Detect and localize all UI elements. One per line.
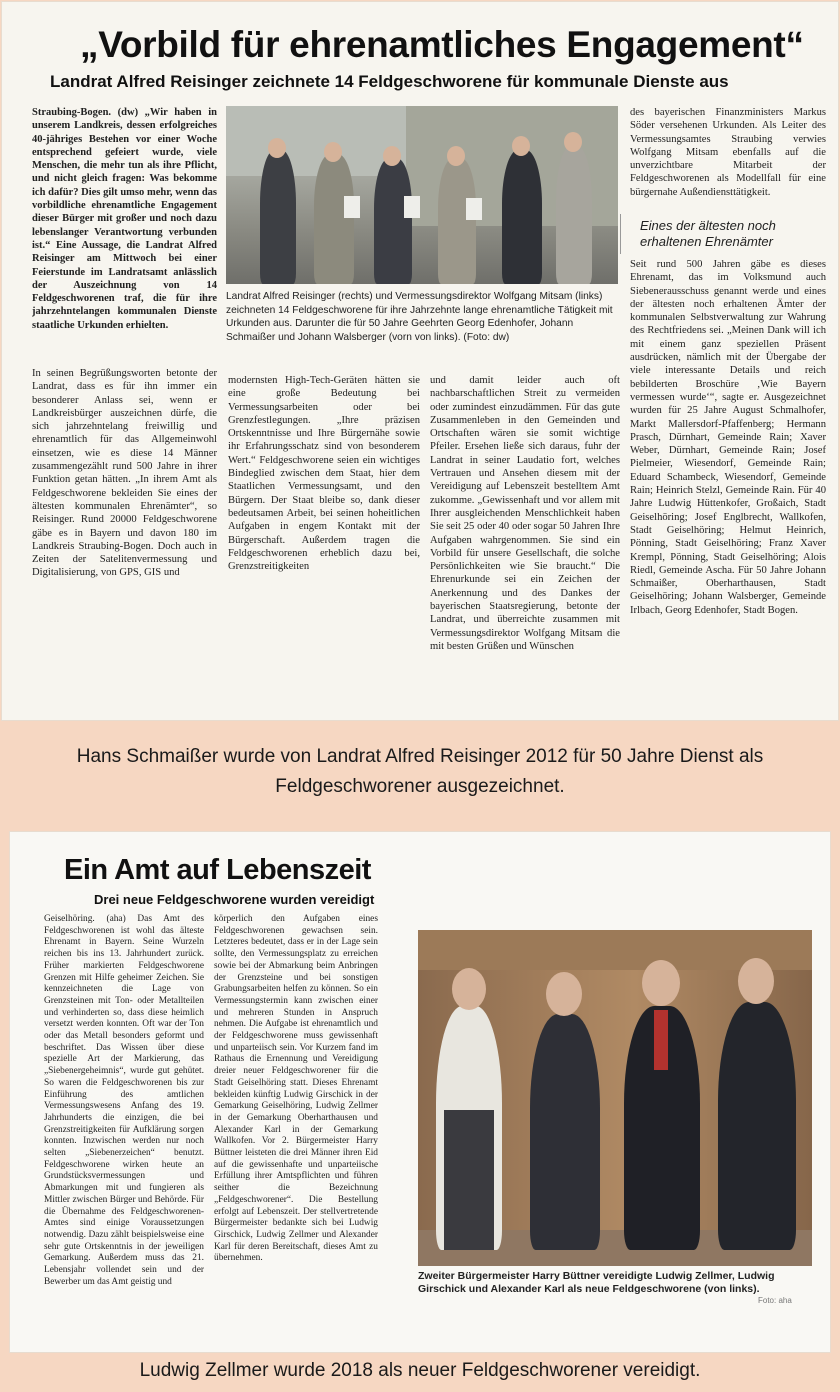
article1-subheadline: Landrat Alfred Reisinger zeichnete 14 Feldgeschworene für kommunale Dienste aus (50, 72, 729, 91)
newspaper-clipping-2012 (2, 2, 838, 720)
article2-subheadline: Drei neue Feldgeschworene wurden vereidigt (94, 892, 375, 907)
article2-photo-caption: Zweiter Bürgermeister Harry Büttner vereidigte Ludwig Zellmer, Ludwig Girschick und Alexander Karl als neue Feldgeschworene (von links). (418, 1270, 775, 1295)
group-photo-feldgeschworene (226, 106, 618, 284)
subhead-rule (620, 214, 621, 254)
vereidigung-photo (418, 930, 812, 1266)
article1-lead: Straubing-Bogen. (dw) „Wir haben in unserem Landkreis, dessen erfolgreiches 40-jähriges Bestehen vor einer Woche entsprechend gefeiert wurde, viele Menschen, die mehr tun als ihre Pflicht, und nicht gleich fragen: Was bekomme ich dafür? Dies gilt umso mehr, wenn das vorbildliche ehrenamtliche Engagement dieser Bürger mit großer und noch dazu lebenslanger Verantwortung verbunden ist.“ Eine Aussage, die Landrat Alfred Reisinger am Mittwoch bei einer Feierstunde im Landratsamt anlässlich der Auszeichnung von 14 Feldgeschworenen traf, die für ihre jahrzehntelangen kommunalen Dienste staatliche Urkunden erhielten. (32, 107, 217, 331)
article2-column-1: Geiselhöring. (aha) Das Amt des Feldgeschworenen ist wohl das älteste Ehrenamt in Bayern. Seine Wurzeln reichen bis ins 13. Jahrhundert zurück. Früher markierten Feldgeschworene Grenzen mit Hilfe geheimer Zeichen. Sie kennzeichneten die Lage von Grenzsteinen mit Ton- oder Metallteilen und verhinderten so, dass diese heimlich versetzt werden konnten. Oft war der Ton oder das Metall besonders geformt und beschriftet. Das Wissen über diese spezielle Art der Markierung, das „Siebenergeheimnis“, wurde gut gehütet. So waren die Feldgeschworenen bis zur Einführung des amtlichen Vermessungswesens Anfang des 19. Jahrhunderts die einzigen, die bei Grenzstreitigkeiten für Aufklärung sorgen konnten. Inzwischen werden nur noch selten „Siebenerzeichen“ benutzt. Feldgeschworene wirken heute an Grundstücksvermessungen und Abmarkungen mit und fungieren als Mittler zwischen Bürger und Behörde. Für die Übernahme des Feldgeschworenen-Amtes sind einige Voraussetzungen notwendig. Dazu zählt beispielsweise eine sehr gute Ortskenntnis in der jeweiligen Gemarkung. Außerdem muss das 21. Lebensjahr vollendet sein und der Bewerber um das Amt geistig und (44, 914, 204, 1287)
article2-column-2: körperlich den Aufgaben eines Feldgeschworenen gewachsen sein. Letzteres bedeutet, dass er in der Lage sein sollte, den Vermessungsplatz zu erreichen sowie bei der Abmarkung beim Anbringen der Grenzsteine und bei sonstigen Grabungsarbeiten helfen zu können. So ein Vermessungstermin kann zwischen einer und mehreren Stunden in Anspruch nehmen. Die Aufgabe ist ehrenamtlich und der Feldgeschworene muss gewissenhaft und unparteiisch sein. Vor Kurzem fand im Rathaus die Ernennung und Vereidigung dreier neuer Feldgeschworener für die Stadt Geiselhöring statt. Dieses Ehrenamt bekleiden künftig Ludwig Girschick in der Gemarkung Geiselhöring, Ludwig Zellmer in der Gemarkung Oberharthausen und Alexander Karl in der Gemarkung Wallkofen. Vor 2. Bürgermeister Harry Büttner leisteten die drei Männer ihren Eid auf die gewissenhafte und unparteiische Erfüllung ihrer Amtspflichten und führen seither die Bezeichnung „Feldgeschworener“. Die Bestellung erfolgt auf Lebenszeit. Der stellvertretende Bürgermeister bedankte sich bei Ludwig Girschick, Ludwig Zellmer und Alexander Karl für deren Bereitschaft, dieses Amt zu übernehmen. (214, 914, 378, 1264)
article1-subhead: Eines der ältesten noch erhaltenen Ehrenämter (640, 218, 776, 249)
article1-column-3: und damit leider auch oft nachbarschaftlichen Streit zu vermeiden oder zumindest einzudämmen. Für das gute Zusammenleben in den Gemeinden und Ortschaften wären sie somit wichtige Pfeiler. Ersehen ließe sich daraus, fuhr der Landrat in seiner Laudatio fort, welches Vertrauen und Ansehen diesem mit der Vereidigung auf Lebenszeit bestelltem Amt zukomme. „Gewissenhaft und vor allem mit Ihrer ausgleichenden Menschlichkeit haben Sie seit 25 oder 40 oder sogar 50 Jahren Ihre Aufgaben wahrgenommen. Sie sind ein Vorbild für unsere Gesellschaft, die solche Persönlichkeiten wie Sie braucht.“ Die Ehrenurkunde sei ein Zeichen der Anerkennung und des Dankes der bayerischen Staatsregierung, betonte der Landrat, und überreichte zusammen mit Vermessungsdirektor Wolfgang Mitsam die mit besten Grüßen und Wünschen (430, 375, 620, 652)
article1-column-4-bottom: Seit rund 500 Jahren gäbe es dieses Ehrenamt, das im Volksmund auch Siebenerausschuss genannt werde und eines der ältesten noch erhaltenen Ämter der kommunalen Selbstverwaltung zur Wahrung des Rechtfriedens sei. „Meinen Dank will ich mit einem ganz speziellen Präsent ausdrücken, nämlich mit der Übergabe der viele interessante Details und reich bebilderten Broschüre ‚Wie Bayern vermessen wurde‘“, sagte er. Ausgezeichnet wurden für 25 Jahre August Schmalhofer, Markt Mallersdorf-Pfaffenberg; Hermann Prasch, Dürnhart, Gemeinde Rain; Xaver Weber, Dürnhart, Gemeinde Rain; Josef Pielmeier, Wiesendorf, Gemeinde Rain; Eduard Schambeck, Wiesendorf, Gemeinde Rain; Heinrich Stelzl, Gemeinde Rain. Für 40 Jahre Ludwig Hüttenkofer, Großaich, Stadt Geiselhöring; Josef Englbrecht, Wallkofen, Stadt Geiselhöring; Helmut Heinrich, Pönning, Stadt Geiselhöring; Franz Xaver Krempl, Pönning, Stadt Geiselhöring; Alois Riedl, Gemeinde Ascha. Für 50 Jahre Johann Schmaißer, Oberharthausen, Stadt Geiselhöring; Johann Walsberger, Gemeinde Irlbach, Georg Edenhofer, Stadt Bogen. (630, 259, 826, 616)
caption-2012: Hans Schmaißer wurde von Landrat Alfred Reisinger 2012 für 50 Jahre Dienst als Feldgeschworener ausgezeichnet. (76, 746, 764, 797)
article1-column-4-top: des bayerischen Finanzministers Markus Söder versehenen Urkunden. Als Leiter des Vermessungsamtes Straubing verwies Wolfgang Mitsam ebenfalls auf die unverzichtbare Mitarbeit der Feldgeschworenen als Modellfall für eine bürgernahe Außendiensttätigkeit. (630, 107, 826, 198)
article1-column-2: modernsten High-Tech-Geräten hätten sie eine große Bedeutung bei Vermessungsarbeiten oder bei Grenzfestlegungen. „Ihre präzisen Ortskenntnisse und Ihre Bürgernähe sowie ihr Erfahrungsschatz sind von besonderem Wert.“ Feldgeschworene seien ein wichtiges Bindeglied zwischen dem Staat, hier dem Staatlichen Vermessungsamt, und den Bürgern. Der Staat bleibe so, dank dieser bedeutsamen Arbeit, bei seinen hoheitlichen Aufgaben in engem Kontakt mit der Bürgerschaft. Außerdem tragen die Feldgeschworenen erheblich dazu bei, Grenzstreitigkeiten (228, 375, 420, 573)
caption-2018: Ludwig Zellmer wurde 2018 als neuer Feldgeschworener vereidigt. (139, 1360, 701, 1381)
article1-headline: „Vorbild für ehrenamtliches Engagement“ (80, 24, 804, 65)
article1-column-1: In seinen Begrüßungsworten betonte der Landrat, dass es für ihn immer ein besonderer Anlass sei, wenn er Landkreisbürger auszeichnen dürfe, die sich jahrzehntelang freiwillig und ehrenamtlich für das Allgemeinwohl einsetzen, wie es diese 14 Männer zusammengezählt rund 500 Jahre in ihrer Funktion getan hätten. „In ihrem Amt als Feldgeschworene bekleiden Sie eines der ältesten kommunalen Ehrenämter“, so Reisinger. Rund 20000 Feldgeschworene gäbe es in Bayern und davon 180 im Landkreis Straubing-Bogen. Doch auch in Zeiten der Satelitenvermessung und Digitalisierung, von GPS, GIS und (32, 368, 217, 579)
article2-headline: Ein Amt auf Lebenszeit (64, 854, 371, 886)
newspaper-clipping-2018 (10, 832, 830, 1352)
article1-photo-caption: Landrat Alfred Reisinger (rechts) und Vermessungsdirektor Wolfgang Mitsam (links) zeichneten 14 Feldgeschworene für ihre Jahrzehnte lange ehrenamtliche Tätigkeit mit Urkunden aus. Darunter die für 50 Jahre Geehrten Georg Edenhofer, Johann Schmaißer und Johann Walsberger (vorn von links). (Foto: dw) (226, 291, 613, 343)
article2-photo-credit: Foto: aha (758, 1296, 792, 1305)
